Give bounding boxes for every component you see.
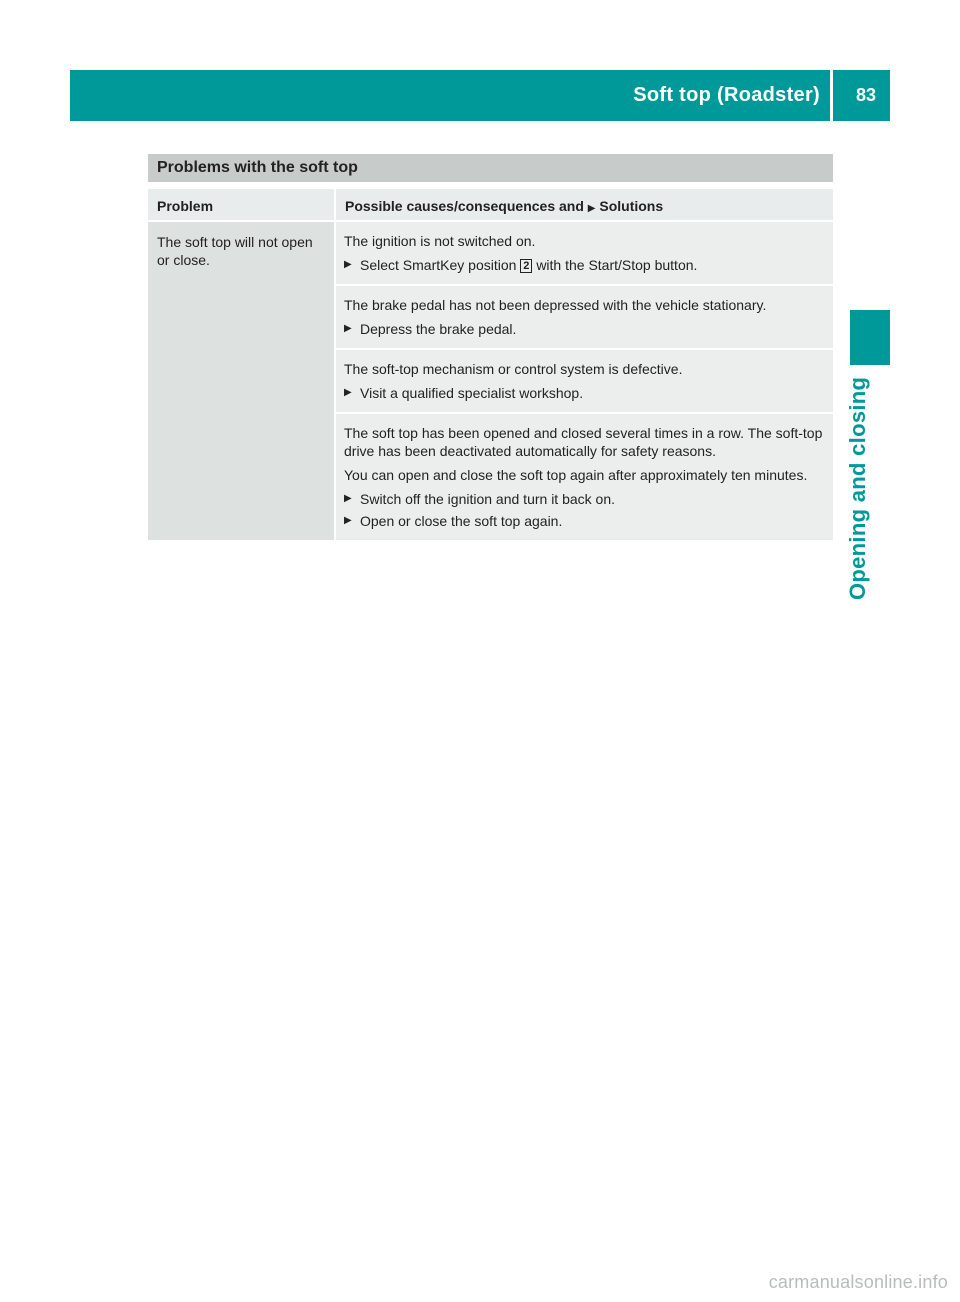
step-text: Switch off the ignition and turn it back on. (360, 491, 616, 507)
action-arrow-icon: ▶ (344, 323, 352, 334)
column-header-solutions (336, 189, 833, 220)
column-header-solutions-prefix: Possible causes/consequences and (345, 198, 584, 214)
solution-block (336, 286, 833, 348)
step-text: Depress the brake pedal. (360, 321, 517, 337)
key-position-badge: 2 (520, 259, 532, 273)
step-text (360, 256, 697, 274)
page-number: 83 (855, 85, 876, 105)
problem-cell: The soft top will not open or close. (148, 222, 334, 540)
section-title: Soft top (Roadster) (633, 84, 820, 106)
step-text-after: with the Start/Stop button. (536, 257, 698, 273)
action-arrow-icon: ▶ (587, 203, 596, 214)
header-divider (830, 70, 833, 121)
action-arrow-icon: ▶ (344, 259, 352, 270)
column-header-solutions-suffix: Solutions (599, 198, 664, 214)
solution-step (344, 320, 827, 338)
page-header (70, 70, 890, 121)
column-header-problem: Problem (148, 189, 334, 220)
watermark: carmanualsonline.info (768, 1272, 948, 1292)
action-arrow-icon: ▶ (344, 387, 352, 398)
solution-block (336, 350, 833, 412)
solution-step (344, 490, 827, 508)
solution-step (344, 384, 827, 402)
solution-block (336, 414, 833, 540)
side-tab-label: Opening and closing (845, 376, 870, 600)
step-text-before: Select SmartKey position (360, 257, 517, 273)
table-row (148, 222, 833, 540)
action-arrow-icon: ▶ (344, 515, 352, 526)
solution-step (344, 256, 827, 274)
table-title-bar (148, 154, 833, 182)
cause-text: The soft-top mechanism or control system is defective. (344, 361, 683, 377)
cause-text: The brake pedal has not been depressed with the vehicle stationary. (344, 297, 767, 313)
solution-block (336, 222, 833, 284)
solutions-cell (336, 222, 833, 540)
table-header-row (148, 189, 833, 220)
step-text: Visit a qualified specialist workshop. (360, 385, 584, 401)
problems-table (148, 189, 833, 540)
cause-text: The ignition is not switched on. (344, 233, 536, 249)
table-title: Problems with the soft top (157, 159, 358, 176)
step-text: Open or close the soft top again. (360, 513, 563, 529)
cause-text: The soft top has been opened and closed several times in a row. The soft-top drive has been deactivated automatically for safety reasons. (344, 425, 823, 459)
solution-step (344, 512, 827, 530)
side-tab-marker (850, 310, 890, 365)
note-text: You can open and close the soft top again after approximately ten minutes. (344, 467, 808, 483)
action-arrow-icon: ▶ (344, 493, 352, 504)
